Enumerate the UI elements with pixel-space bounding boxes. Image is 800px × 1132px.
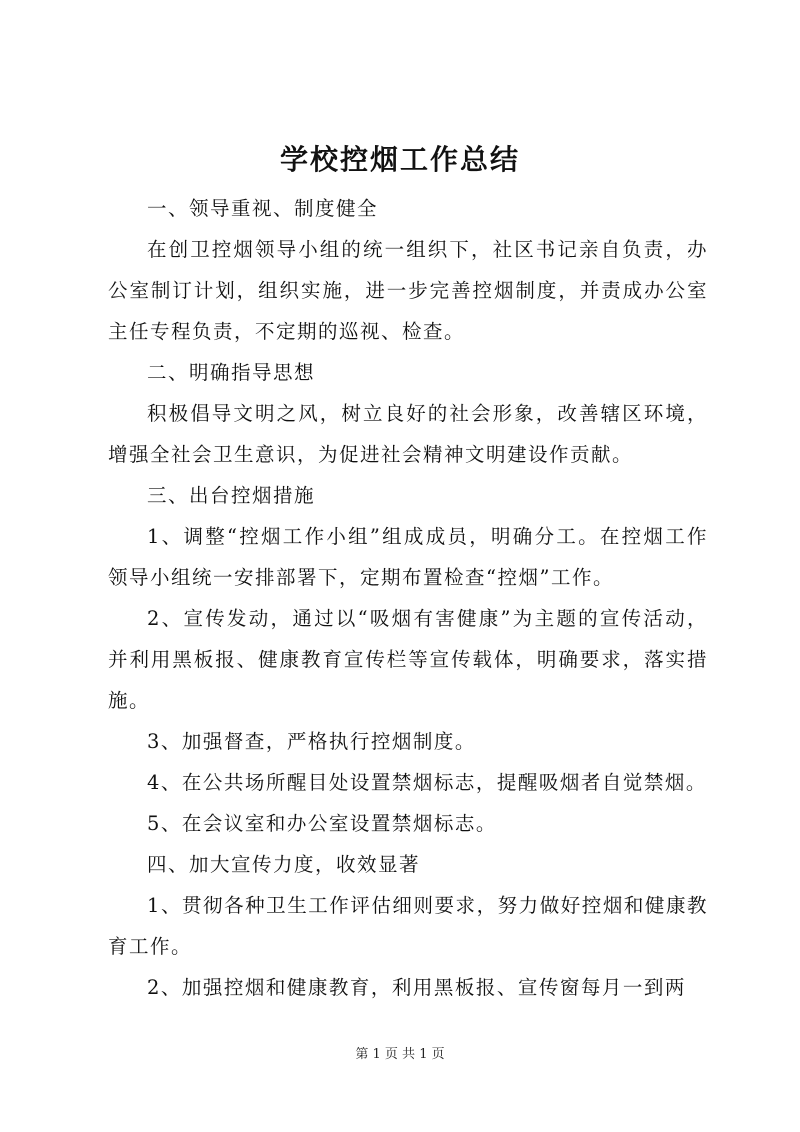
section-heading: 四、加大宣传力度，收效显著 [147,853,421,876]
list-item: 4、在公共场所醒目处设置禁烟标志，提醒吸烟者自觉禁烟。 [147,771,707,794]
list-item: 1、贯彻各种卫生工作评估细则要求，努力做好控烟和健康教育工作。 [108,894,708,958]
document-title: 学校控烟工作总结 [279,143,520,176]
page-footer: 第 1 页 共 1 页 [355,1047,445,1062]
list-item: 3、加强督查，严格执行控烟制度。 [147,730,476,753]
paragraph: 积极倡导文明之风，树立良好的社会形象，改善辖区环境，增强全社会卫生意识，为促进社会精神文明建设作贡献。 [108,402,708,466]
section-heading: 一、领导重视、制度健全 [147,197,379,220]
list-item: 1、调整“控烟工作小组”组成成员，明确分工。在控烟工作领导小组统一安排部署下，定期布置检查“控烟”工作。 [108,525,708,589]
section-heading: 三、出台控烟措施 [147,484,316,507]
list-item: 5、在会议室和办公室设置禁烟标志。 [147,812,497,835]
list-item: 2、加强控烟和健康教育，利用黑板报、宣传窗每月一到两 [147,976,686,999]
document-body [108,188,708,1008]
paragraph: 在创卫控烟领导小组的统一组织下，社区书记亲自负责，办公室制订计划，组织实施，进一步完善控烟制度，并责成办公室主任专程负责，不定期的巡视、检查。 [108,238,708,343]
list-item: 2、宣传发动，通过以“吸烟有害健康”为主题的宣传活动，并利用黑板报、健康教育宣传栏等宣传载体，明确要求，落实措施。 [108,607,708,712]
section-heading: 二、明确指导思想 [147,361,316,384]
